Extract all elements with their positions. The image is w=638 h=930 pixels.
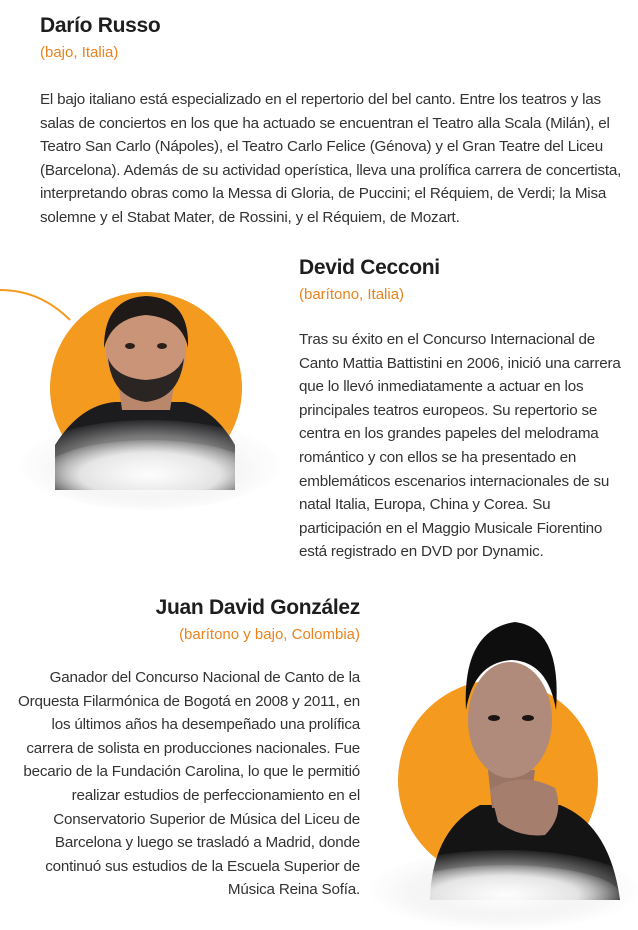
singer-role: (barítono y bajo, Colombia): [179, 626, 360, 643]
singer-bio: El bajo italiano está especializado en el repertorio del bel canto. Entre los teatros y las salas de conciertos en los que ha actuado se encuentran el Teatro alla Scala (Milán), el Teatro San Carlo (Nápoles), el Teatro Carlo Felice (Génova) y el Gran Teatre del Liceu (Barcelona). Además de su actividad operística, lleva una prolífica carrera de concertista, interpretando obras como la Messa di Gloria, de Puccini; el Réquiem, de Verdi; la Misa solemne y el Stabat Mater, de Rossini, y el Réquiem, de Mozart.: [40, 91, 622, 226]
singer-name: Devid Cecconi: [299, 256, 440, 279]
portrait-devid-cecconi: [0, 270, 280, 500]
singer-role: (bajo, Italia): [40, 44, 119, 61]
singer-bio: Ganador del Concurso Nacional de Canto de la Orquesta Filarmónica de Bogotá en 2008 y 2011, en los últimos años ha desempeñado una prolífica carrera de solista en producciones nacionales. Fue becario de la Fundación Carolina, lo que le permitió realizar estudios de perfeccionamiento en el Conservatorio Superior de Música del Liceu de Barcelona y luego se trasladó a Madrid, donde continuó sus estudios de la Escuela Superior de Música Reina Sofía.: [18, 669, 360, 899]
portrait-juan-david-gonzalez: [370, 600, 638, 916]
smoke-cloud: [390, 865, 620, 925]
singer-name: Darío Russo: [40, 14, 161, 37]
singer-role: (barítono, Italia): [299, 286, 405, 303]
smoke-cloud: [40, 440, 260, 510]
singer-bio: Tras su éxito en el Concurso Internacional de Canto Mattia Battistini en 2006, inició una carrera que lo llevó inmediatamente a actuar en los principales teatros europeos. Su repertorio se centra en los grandes papeles del melodrama romántico y con ellos se ha presentado en emblemáticos escenarios internacionales de su natal Italia, Europa, China y Corea. Su participación en el Maggio Musicale Fiorentino está registrado en DVD por Dynamic.: [299, 331, 621, 561]
singer-name: Juan David González: [155, 596, 360, 619]
